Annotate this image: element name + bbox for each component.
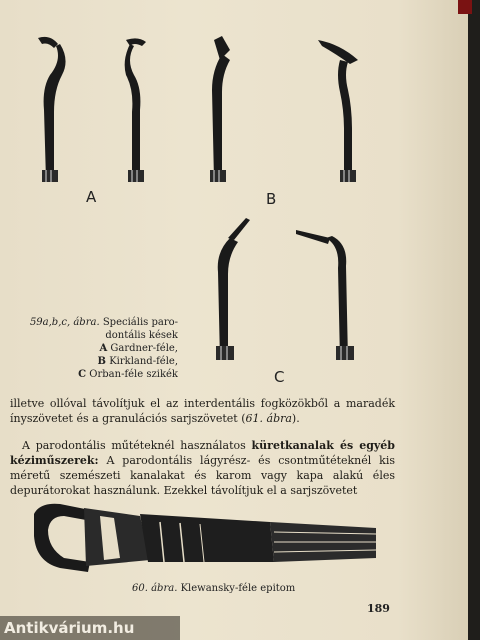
caption-line-c: C Orban-féle szikék [78,369,178,380]
caption-line-b: B Kirkland-féle, [97,356,178,367]
page-number: 189 [367,602,390,615]
figure-label-c: C [274,368,285,386]
paragraph-2-bold-term: küretkanalak és egyéb kéziműszerek: [10,439,396,467]
caption-line-2: dontális kések [105,330,178,341]
figure-59a-instruments [20,30,170,190]
figure-60-caption: 60. ábra. Klewansky-féle epitom [132,583,296,594]
caption-line-a: A Gardner-féle, [99,343,178,354]
figure-59-caption [18,316,178,381]
figure-59b-instruments [190,30,370,190]
figure-60-epitome [30,496,380,576]
bookmark-ribbon [458,0,472,14]
paragraph-1: illetve ollóval távolítjuk el az interdentális fogközökből a maradék ínyszövetet és a granulációs sarjszövetet (61. ábra). [10,397,395,425]
figure-ref-61: 61. ábra [245,412,292,425]
caption-title-line: 59a,b,c, ábra. Speciális paro- [29,317,178,328]
figure-label-a: A [86,188,97,206]
watermark: Antikvárium.hu [0,616,180,640]
paragraph-2: A parodontális műtéteknél használatos küretkanalak és egyéb kéziműszerek: A parodontális lágyrész- és csontműtéteknél kis méretű szemészeti kanalakat és karom vagy kapa alakú éles depurátorokat használunk. Ezekkel távolítjuk el a sarjszövetet [10,439,396,497]
figure-59c-scalpels [200,212,370,367]
figure-label-b: B [266,190,277,208]
